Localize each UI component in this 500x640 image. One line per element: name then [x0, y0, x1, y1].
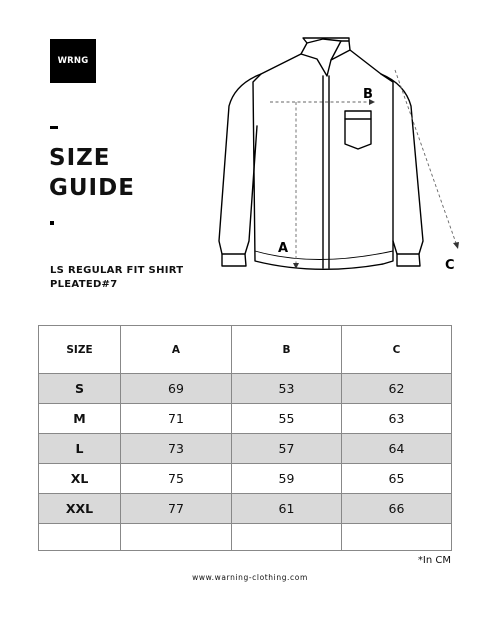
- title-line-1: SIZE: [49, 145, 111, 171]
- value-c: 65: [342, 464, 452, 494]
- value-b: 61: [232, 494, 342, 524]
- shirt-right-sleeve: [381, 74, 423, 254]
- size-cell: XL: [39, 464, 121, 494]
- product-name: [50, 264, 183, 292]
- page-title: [49, 143, 135, 203]
- value-b: 59: [232, 464, 342, 494]
- size-cell: M: [39, 404, 121, 434]
- value-a: 69: [121, 374, 232, 404]
- table-row: [39, 374, 452, 404]
- value-b: 53: [232, 374, 342, 404]
- value-b: 55: [232, 404, 342, 434]
- label-b: B: [363, 87, 373, 102]
- label-c: C: [445, 258, 455, 273]
- title-dash: [50, 126, 58, 129]
- table-row: [39, 404, 452, 434]
- footer-url: www.warning-clothing.com: [192, 573, 308, 582]
- label-a: A: [278, 241, 289, 256]
- table-blank-row: [39, 524, 452, 551]
- title-line-2: GUIDE: [49, 175, 135, 201]
- value-a: 73: [121, 434, 232, 464]
- header-size: SIZE: [39, 326, 121, 374]
- blank-cell: [342, 524, 452, 551]
- size-table: [38, 325, 452, 551]
- table-row: [39, 494, 452, 524]
- table-header-row: [39, 326, 452, 374]
- unit-note: *In CM: [417, 555, 451, 566]
- blank-cell: [232, 524, 342, 551]
- table-row: [39, 434, 452, 464]
- product-line-1: LS REGULAR FIT SHIRT: [50, 265, 184, 276]
- value-c: 66: [342, 494, 452, 524]
- value-c: 64: [342, 434, 452, 464]
- header-a: A: [121, 326, 232, 374]
- value-b: 57: [232, 434, 342, 464]
- brand-logo: [50, 39, 96, 83]
- shirt-pocket: [345, 111, 371, 149]
- table-row: [39, 464, 452, 494]
- size-cell: L: [39, 434, 121, 464]
- size-cell: XXL: [39, 494, 121, 524]
- value-c: 63: [342, 404, 452, 434]
- value-c: 62: [342, 374, 452, 404]
- title-dot: [50, 221, 54, 225]
- size-cell: S: [39, 374, 121, 404]
- product-line-2: PLEATED#7: [50, 279, 118, 290]
- blank-cell: [39, 524, 121, 551]
- value-a: 71: [121, 404, 232, 434]
- value-a: 75: [121, 464, 232, 494]
- brand-logo-text: WRNG: [57, 56, 89, 66]
- value-a: 77: [121, 494, 232, 524]
- shirt-diagram: [205, 36, 475, 276]
- header-b: B: [232, 326, 342, 374]
- header-c: C: [342, 326, 452, 374]
- blank-cell: [121, 524, 232, 551]
